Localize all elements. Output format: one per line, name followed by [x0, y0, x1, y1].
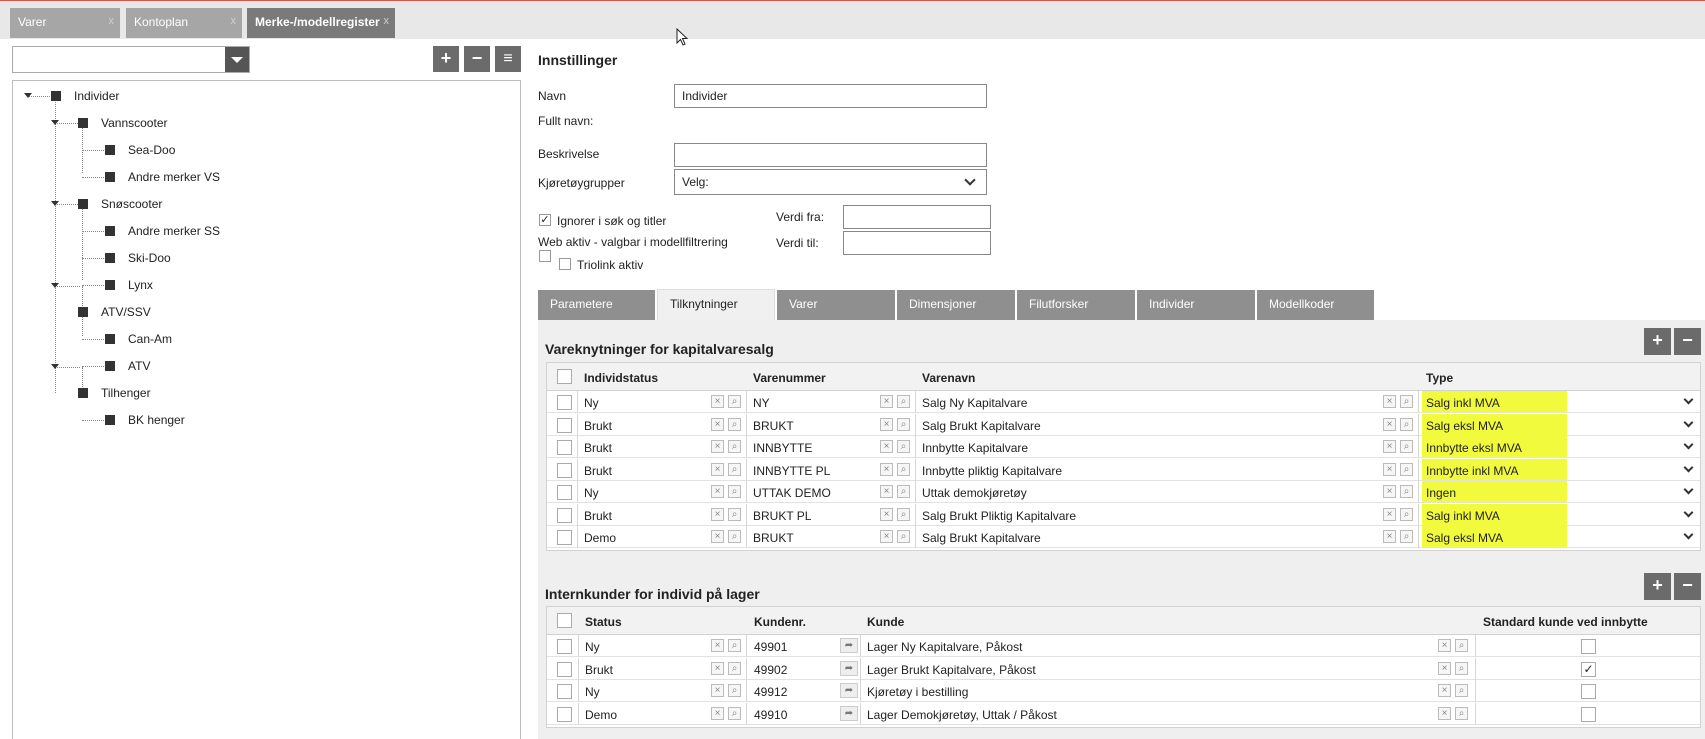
column-divider [578, 658, 579, 680]
clear-icon[interactable]: × [880, 508, 893, 521]
navn-label: Navn [538, 89, 567, 103]
search-icon[interactable]: ⌕ [1400, 530, 1413, 543]
tab-individer[interactable]: Individer [1137, 290, 1255, 320]
tree-node-label: Can-Am [128, 332, 173, 346]
folder-icon [51, 91, 61, 101]
column-divider [746, 635, 747, 657]
tree-node-leaf[interactable] [105, 411, 185, 429]
folder-icon [78, 388, 88, 398]
individstatus-cell: Brukt [584, 463, 613, 478]
column-divider [577, 436, 578, 458]
verdi-fra-label: Verdi fra: [776, 210, 825, 224]
tree-node-group[interactable] [78, 384, 151, 402]
remove-node-button[interactable]: − [464, 46, 490, 72]
table-row[interactable] [547, 391, 1700, 413]
search-icon[interactable]: ⌕ [728, 707, 741, 720]
column-divider [746, 658, 747, 680]
chevron-down-icon[interactable] [1684, 507, 1694, 517]
table-row[interactable] [547, 414, 1700, 436]
varenummer-cell: INNBYTTE PL [753, 463, 831, 478]
search-icon[interactable]: ⌕ [1455, 662, 1468, 675]
column-header: Varenummer [753, 371, 826, 385]
kunde-cell: Lager Brukt Kapitalvare, Påkost [867, 662, 1036, 677]
column-divider [746, 414, 747, 436]
triolink-checkbox[interactable] [559, 258, 571, 270]
table-row[interactable] [547, 680, 1700, 702]
clear-icon[interactable]: × [711, 662, 724, 675]
clear-icon[interactable]: × [1383, 395, 1396, 408]
column-divider [746, 459, 747, 481]
search-icon[interactable]: ⌕ [1400, 395, 1413, 408]
tab-filutforsker[interactable]: Filutforsker [1017, 290, 1135, 320]
column-divider [1418, 526, 1419, 548]
column-divider [1475, 658, 1476, 680]
chevron-down-icon[interactable] [1684, 417, 1694, 427]
item-icon [105, 253, 115, 263]
type-select[interactable]: Salg inkl MVA [1426, 508, 1500, 523]
row-checkbox[interactable] [557, 684, 572, 699]
search-icon[interactable]: ⌕ [1400, 508, 1413, 521]
search-icon[interactable]: ⌕ [728, 463, 741, 476]
clear-icon[interactable]: × [1438, 662, 1451, 675]
search-icon[interactable]: ⌕ [897, 508, 910, 521]
column-divider [746, 391, 747, 413]
triolink-label: Triolink aktiv [577, 258, 644, 272]
clear-icon[interactable]: × [1438, 639, 1451, 652]
ignorer-label: Ignorer i søk og titler [557, 214, 667, 228]
search-icon[interactable]: ⌕ [728, 508, 741, 521]
add-vareknytning-button[interactable]: + [1644, 328, 1671, 355]
category-tree [12, 80, 521, 739]
search-icon[interactable]: ⌕ [1455, 684, 1468, 697]
search-icon[interactable]: ⌕ [897, 395, 910, 408]
clear-icon[interactable]: × [711, 508, 724, 521]
search-icon[interactable]: ⌕ [897, 530, 910, 543]
varenavn-cell: Salg Brukt Kapitalvare [922, 418, 1041, 433]
varenavn-cell: Innbytte pliktig Kapitalvare [922, 463, 1063, 478]
tree-node-label: BK henger [128, 413, 185, 427]
settings-title: Innstillinger [538, 52, 618, 68]
folder-icon [78, 118, 88, 128]
tree-node-label: Snøscooter [101, 197, 163, 211]
beskrivelse-label: Beskrivelse [538, 147, 600, 161]
verdi-fra-input[interactable] [843, 205, 991, 229]
column-divider [860, 658, 861, 680]
column-divider [915, 504, 916, 526]
column-divider [915, 526, 916, 548]
ignorer-checkbox[interactable]: ✓ [540, 214, 550, 226]
close-icon[interactable]: x [108, 15, 114, 27]
kundenr-cell: 49912 [754, 685, 788, 699]
individstatus-cell: Ny [584, 486, 599, 500]
clear-icon[interactable]: × [1383, 440, 1396, 453]
row-checkbox[interactable] [557, 530, 572, 545]
clear-icon[interactable]: × [880, 530, 893, 543]
tree-node-group[interactable] [78, 303, 151, 321]
tree-node-leaf[interactable] [105, 276, 153, 294]
chevron-down-icon [964, 174, 975, 185]
tab-kontoplan[interactable] [126, 8, 242, 38]
tree-connector [82, 258, 104, 259]
search-icon[interactable]: ⌕ [728, 418, 741, 431]
table-row[interactable] [547, 481, 1700, 503]
individstatus-cell: Brukt [584, 508, 613, 523]
column-divider [746, 680, 747, 702]
tab-strip [0, 1, 1705, 39]
standard-kunde-checkbox[interactable] [1581, 639, 1596, 654]
status-cell: Brukt [585, 662, 614, 677]
row-checkbox[interactable] [557, 418, 572, 433]
column-divider [1418, 459, 1419, 481]
type-select[interactable]: Salg eksl MVA [1426, 531, 1504, 545]
kundenr-cell: 49910 [754, 707, 788, 722]
column-header: Kundenr. [754, 615, 807, 629]
search-icon[interactable]: ⌕ [897, 485, 910, 498]
varenummer-cell: UTTAK DEMO [753, 486, 831, 500]
kunde-cell: Lager Ny Kapitalvare, Påkost [867, 640, 1023, 654]
tree-node-label: Andre merker SS [128, 224, 221, 238]
column-divider [578, 703, 579, 725]
column-divider [577, 391, 578, 413]
row-checkbox[interactable] [557, 508, 572, 523]
tab-merke-modellregister[interactable] [247, 8, 395, 38]
web-aktiv-label: Web aktiv - valgbar i modellfiltrering [538, 235, 728, 249]
tab-varer[interactable] [10, 8, 120, 38]
column-divider [915, 481, 916, 503]
search-icon[interactable]: ⌕ [1400, 485, 1413, 498]
column-divider [915, 436, 916, 458]
tree-node-leaf[interactable] [105, 141, 175, 159]
verdi-til-label: Verdi til: [776, 236, 819, 250]
column-divider [915, 459, 916, 481]
column-divider [746, 703, 747, 725]
column-divider [1418, 436, 1419, 458]
tab-label: Merke-/modellregister [255, 15, 380, 29]
varenummer-cell: BRUKT [753, 531, 794, 545]
clear-icon[interactable]: × [1383, 508, 1396, 521]
column-divider [746, 526, 747, 548]
tree-node-leaf[interactable] [105, 168, 220, 186]
row-checkbox[interactable] [557, 463, 572, 478]
fullt-navn-label: Fullt navn: [538, 114, 594, 128]
row-checkbox[interactable] [557, 440, 572, 455]
table-row[interactable] [547, 526, 1700, 548]
tree-node-leaf[interactable] [105, 357, 150, 375]
search-icon[interactable]: ⌕ [1400, 440, 1413, 453]
tree-filter-combobox[interactable] [12, 46, 250, 73]
column-divider [578, 680, 579, 702]
chevron-down-icon[interactable] [1684, 395, 1694, 405]
tree-node-label: Ski-Doo [128, 251, 171, 265]
column-header: Standard kunde ved innbytte [1483, 615, 1648, 629]
search-icon[interactable]: ⌕ [1455, 707, 1468, 720]
search-icon[interactable]: ⌕ [728, 662, 741, 675]
clear-icon[interactable]: × [711, 639, 724, 652]
column-divider [577, 504, 578, 526]
status-cell: Demo [585, 707, 618, 722]
varenavn-cell: Salg Brukt Kapitalvare [922, 531, 1041, 545]
column-header: Individstatus [584, 371, 659, 385]
tree-connector [82, 177, 104, 178]
type-select[interactable]: Innbytte inkl MVA [1426, 463, 1519, 478]
column-divider [746, 504, 747, 526]
search-icon[interactable]: ⌕ [728, 440, 741, 453]
kundenr-cell: 49902 [754, 662, 788, 677]
varenummer-cell: INNBYTTE [753, 441, 813, 455]
tree-connector [82, 420, 104, 421]
column-header: Status [585, 615, 622, 629]
varenummer-cell: BRUKT [753, 418, 794, 433]
status-cell: Ny [585, 640, 600, 654]
folder-icon [78, 307, 88, 317]
type-select[interactable]: Salg eksl MVA [1426, 418, 1504, 433]
tree-connector [82, 231, 104, 232]
column-divider [1475, 680, 1476, 702]
chevron-down-icon[interactable] [225, 47, 249, 72]
folder-icon [78, 199, 88, 209]
search-icon[interactable]: ⌕ [728, 684, 741, 697]
column-divider [1475, 703, 1476, 725]
column-divider [1418, 414, 1419, 436]
search-icon[interactable]: ⌕ [1400, 463, 1413, 476]
menu-button[interactable]: ≡ [495, 46, 521, 72]
clear-icon[interactable]: × [711, 418, 724, 431]
chevron-down-icon[interactable] [1684, 530, 1694, 540]
chevron-down-icon[interactable] [1684, 440, 1694, 450]
tree-node-leaf[interactable] [105, 330, 172, 348]
verdi-til-input[interactable] [843, 231, 991, 255]
row-checkbox[interactable] [557, 707, 572, 722]
row-checkbox[interactable] [557, 395, 572, 410]
row-checkbox[interactable] [557, 662, 572, 677]
varenavn-cell: Salg Ny Kapitalvare [922, 396, 1028, 410]
column-divider [1475, 635, 1476, 657]
standard-kunde-checkbox[interactable] [1581, 684, 1596, 699]
clear-icon[interactable]: × [711, 684, 724, 697]
varenummer-cell: NY [753, 396, 770, 410]
close-icon[interactable]: x [230, 15, 236, 27]
column-divider [1418, 504, 1419, 526]
internkunder-title: Internkunder for individ på lager [545, 586, 760, 602]
search-icon[interactable]: ⌕ [897, 418, 910, 431]
type-select[interactable]: Salg inkl MVA [1426, 396, 1500, 410]
row-checkbox[interactable] [557, 485, 572, 500]
search-icon[interactable]: ⌕ [728, 395, 741, 408]
tree-node-group[interactable] [78, 195, 162, 213]
individstatus-cell: Demo [584, 531, 617, 545]
column-divider [860, 680, 861, 702]
tree-connector [82, 366, 104, 367]
collapse-toggle-icon[interactable] [51, 283, 59, 288]
mouse-cursor-icon [676, 28, 690, 48]
search-icon[interactable]: ⌕ [1455, 639, 1468, 652]
tree-node-label: Tilhenger [101, 386, 151, 400]
select-value: Velg: [682, 175, 709, 189]
column-divider [915, 414, 916, 436]
tab-varer[interactable]: Varer [777, 290, 895, 320]
clear-icon[interactable]: × [711, 530, 724, 543]
tree-node-group[interactable] [78, 114, 168, 132]
column-divider [860, 703, 861, 725]
varenavn-cell: Uttak demokjøretøy [922, 486, 1027, 500]
column-divider [1418, 391, 1419, 413]
column-divider [860, 635, 861, 657]
tree-connector [82, 204, 83, 280]
tab-label: Kontoplan [134, 15, 189, 29]
column-divider [746, 481, 747, 503]
table-row[interactable] [547, 635, 1700, 657]
item-icon [105, 226, 115, 236]
kjoretoygrupper-select[interactable] [674, 169, 987, 195]
tab-parametere[interactable]: Parametere [538, 290, 655, 320]
kunde-cell: Lager Demokjøretøy, Uttak / Påkost [867, 707, 1057, 722]
column-divider [1418, 481, 1419, 503]
select-all-checkbox[interactable] [557, 613, 572, 628]
tree-node-label: ATV/SSV [101, 305, 151, 319]
standard-kunde-checkbox[interactable] [1581, 707, 1596, 722]
tree-node-label: Lynx [128, 278, 153, 292]
table-row[interactable] [547, 703, 1700, 725]
column-divider [746, 436, 747, 458]
column-divider [577, 459, 578, 481]
standard-kunde-checkbox[interactable]: ✓ [1581, 662, 1596, 677]
add-node-button[interactable]: + [433, 46, 459, 72]
column-header: Kunde [867, 615, 905, 629]
tree-node-label: ATV [128, 359, 151, 373]
chevron-down-icon[interactable] [1684, 485, 1694, 495]
search-icon[interactable]: ⌕ [728, 639, 741, 652]
varenummer-cell: BRUKT PL [753, 508, 812, 523]
individstatus-cell: Ny [584, 396, 599, 410]
table-row[interactable] [547, 658, 1700, 680]
clear-icon[interactable]: × [711, 440, 724, 453]
type-select[interactable]: Ingen [1426, 486, 1457, 500]
tab-dimensjoner[interactable]: Dimensjoner [897, 290, 1015, 320]
clear-icon[interactable]: × [880, 485, 893, 498]
clear-icon[interactable]: × [711, 707, 724, 720]
item-icon [105, 415, 115, 425]
vareknytninger-table [546, 362, 1701, 551]
collapse-toggle-icon[interactable] [24, 93, 32, 98]
individstatus-cell: Brukt [584, 441, 613, 455]
column-divider [577, 414, 578, 436]
navn-input[interactable]: Individer [674, 84, 987, 108]
internkunder-table [546, 606, 1701, 728]
close-icon[interactable]: x [383, 15, 389, 27]
clear-icon[interactable]: × [880, 418, 893, 431]
tab-tilknytninger[interactable]: Tilknytninger [657, 289, 775, 321]
column-divider [577, 481, 578, 503]
goto-icon[interactable]: ➦ [840, 661, 858, 676]
clear-icon[interactable]: × [880, 440, 893, 453]
clear-icon[interactable]: × [1383, 485, 1396, 498]
clear-icon[interactable]: × [711, 485, 724, 498]
table-row[interactable] [547, 504, 1700, 526]
column-divider [915, 391, 916, 413]
status-cell: Ny [585, 685, 600, 699]
search-icon[interactable]: ⌕ [1400, 418, 1413, 431]
item-icon [105, 334, 115, 344]
kunde-cell: Kjøretøy i bestilling [867, 685, 969, 699]
table-header [547, 363, 1700, 391]
goto-icon[interactable]: ➦ [840, 706, 858, 721]
collapse-toggle-icon[interactable] [51, 364, 59, 369]
clear-icon[interactable]: × [1383, 418, 1396, 431]
kundenr-cell: 49901 [754, 640, 788, 654]
item-icon [105, 145, 115, 155]
tree-node-root[interactable] [51, 87, 119, 105]
column-divider [577, 526, 578, 548]
clear-icon[interactable]: × [1383, 530, 1396, 543]
clear-icon[interactable]: × [711, 463, 724, 476]
column-divider [578, 635, 579, 657]
clear-icon[interactable]: × [1438, 684, 1451, 697]
tree-node-leaf[interactable] [105, 222, 220, 240]
clear-icon[interactable]: × [1383, 463, 1396, 476]
clear-icon[interactable]: × [880, 463, 893, 476]
clear-icon[interactable]: × [1438, 707, 1451, 720]
add-internkunde-button[interactable]: + [1644, 573, 1671, 600]
tree-node-leaf[interactable] [105, 249, 171, 267]
remove-internkunde-button[interactable]: − [1674, 573, 1701, 600]
item-icon [105, 172, 115, 182]
kjoretoygrupper-label: Kjøretøygrupper [538, 176, 625, 190]
varenavn-cell: Salg Brukt Pliktig Kapitalvare [922, 508, 1077, 523]
column-header: Type [1426, 371, 1454, 385]
chevron-down-icon[interactable] [1684, 462, 1694, 472]
individstatus-cell: Brukt [584, 418, 613, 433]
search-icon[interactable]: ⌕ [897, 440, 910, 453]
tree-connector [82, 150, 104, 151]
select-all-checkbox[interactable] [557, 369, 572, 384]
tree-connector [82, 339, 104, 340]
tab-modellkoder[interactable]: Modellkoder [1257, 290, 1374, 320]
goto-icon[interactable]: ➦ [840, 683, 858, 698]
tree-connector [55, 98, 56, 393]
search-icon[interactable]: ⌕ [728, 530, 741, 543]
collapse-toggle-icon[interactable] [51, 201, 59, 206]
search-icon[interactable]: ⌕ [897, 463, 910, 476]
clear-icon[interactable]: × [711, 395, 724, 408]
tree-node-label: Vannscooter [101, 116, 168, 130]
tree-node-label: Andre merker VS [128, 170, 221, 184]
table-header [547, 607, 1700, 635]
tab-label: Varer [18, 15, 47, 29]
vareknytninger-title: Vareknytninger for kapitalvaresalg [545, 341, 774, 357]
row-checkbox[interactable] [557, 639, 572, 654]
collapse-toggle-icon[interactable] [51, 120, 59, 125]
item-icon [105, 361, 115, 371]
type-select[interactable]: Innbytte eksl MVA [1426, 441, 1522, 455]
item-icon [105, 280, 115, 290]
tree-node-label: Sea-Doo [128, 143, 176, 157]
clear-icon[interactable]: × [880, 395, 893, 408]
column-header: Varenavn [922, 371, 976, 385]
goto-icon[interactable]: ➦ [840, 638, 858, 653]
table-row[interactable] [547, 436, 1700, 458]
tree-node-label: Individer [74, 89, 120, 103]
beskrivelse-input[interactable] [674, 143, 987, 167]
search-icon[interactable]: ⌕ [728, 485, 741, 498]
web-aktiv-checkbox[interactable] [539, 250, 551, 262]
tree-connector [82, 285, 104, 286]
table-row[interactable] [547, 459, 1700, 481]
remove-vareknytning-button[interactable]: − [1674, 328, 1701, 355]
varenavn-cell: Innbytte Kapitalvare [922, 441, 1029, 455]
